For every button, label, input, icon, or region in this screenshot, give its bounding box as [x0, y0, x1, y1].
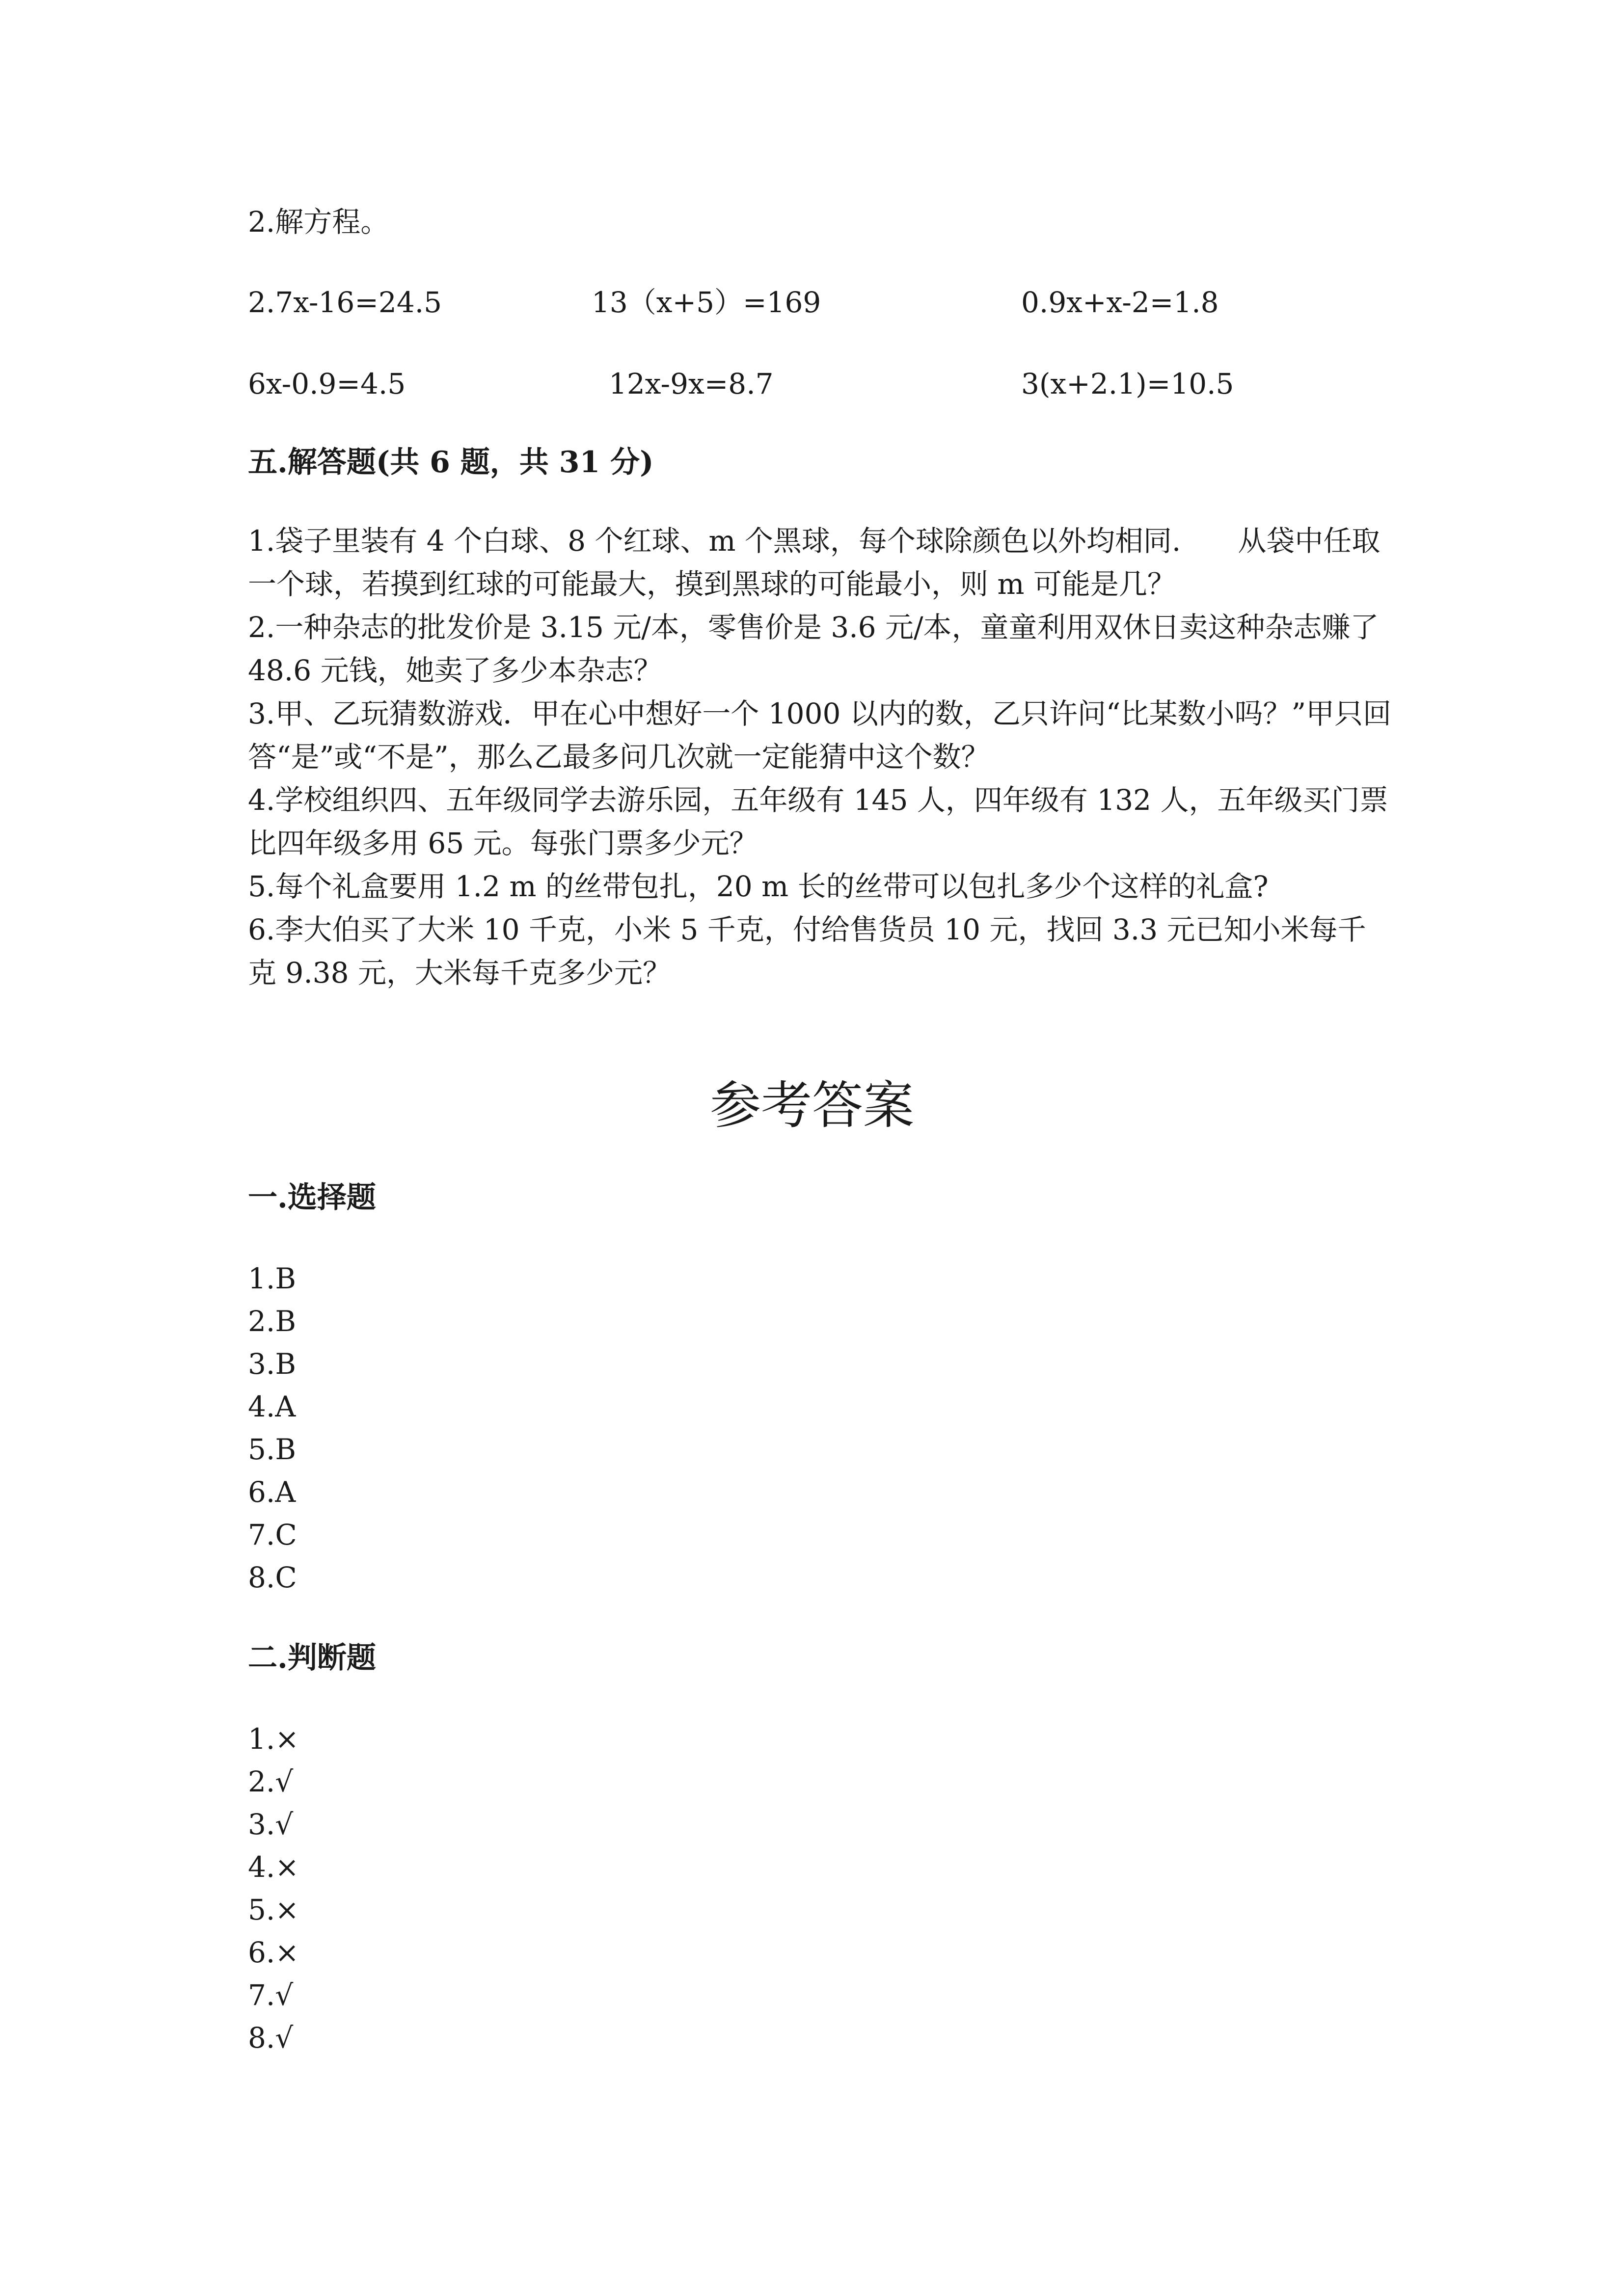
answer-item: 6.× — [248, 1936, 299, 1969]
answer-item: 5.B — [248, 1433, 296, 1466]
answer-item: 1.B — [248, 1262, 296, 1295]
answer-section-two-title: 二.判断题 — [248, 1641, 376, 1675]
equations-section-title: 2.解方程。 — [248, 205, 389, 239]
section-five-title: 五.解答题(共 6 题，共 31 分) — [248, 445, 654, 480]
problem-item: 1.袋子里装有 4 个白球、8 个红球、m 个黑球，每个球除颜色以外均相同. 从袋中任取一个球，若摸到红球的可能最大，摸到黑球的可能最小，则 m 可能是几？ — [248, 524, 1380, 601]
answer-item: 7.C — [248, 1518, 297, 1551]
answer-item: 3.B — [248, 1347, 296, 1381]
answer-item: 5.× — [248, 1893, 299, 1926]
answer-item: 2.√ — [248, 1765, 294, 1798]
answer-item: 1.× — [248, 1722, 299, 1756]
answer-item: 3.√ — [248, 1808, 294, 1841]
problem-item: 3.甲、乙玩猜数游戏．甲在心中想好一个 1000 以内的数，乙只许问“比某数小吗？”甲只回答“是”或“不是”，那么乙最多问几次就一定能猜中这个数？ — [248, 697, 1392, 774]
problem-item: 4.学校组织四、五年级同学去游乐园，五年级有 145 人，四年级有 132 人，五年级买门票比四年级多用 65 元。每张门票多少元？ — [248, 783, 1388, 860]
choice-answer-list — [248, 1257, 297, 1599]
equation: 3(x+2.1)=10.5 — [1021, 367, 1234, 400]
answer-key-title: 参考答案 — [709, 1075, 914, 1135]
equation: 6x-0.9=4.5 — [248, 367, 406, 400]
answer-item: 8.C — [248, 1561, 297, 1594]
answer-item: 8.√ — [248, 2021, 294, 2055]
answer-item: 4.× — [248, 1850, 299, 1884]
answer-item: 4.A — [248, 1390, 296, 1423]
equation: 13（x+5）=169 — [592, 286, 821, 319]
equation: 2.7x-16=24.5 — [248, 286, 442, 319]
problem-item: 5.每个礼盒要用 1.2 m 的丝带包扎，20 m 长的丝带可以包扎多少个这样的礼盒? — [248, 870, 1269, 903]
answer-item: 6.A — [248, 1475, 296, 1509]
answer-item: 7.√ — [248, 1978, 294, 2012]
equation: 0.9x+x-2=1.8 — [1021, 286, 1219, 319]
problem-item: 6.李大伯买了大米 10 千克，小米 5 千克，付给售货员 10 元，找回 3.3 元已知小米每千克 9.38 元，大米每千克多少元？ — [248, 913, 1366, 989]
answer-item: 2.B — [248, 1305, 296, 1338]
equation: 12x-9x=8.7 — [609, 367, 774, 400]
problem-list — [248, 519, 1392, 994]
problem-item: 2.一种杂志的批发价是 3.15 元/本，零售价是 3.6 元/本，童童利用双休日卖这种杂志赚了 48.6 元钱，她卖了多少本杂志？ — [248, 611, 1379, 687]
judgment-answer-list — [248, 1718, 299, 2059]
answer-section-one-title: 一.选择题 — [248, 1180, 376, 1215]
